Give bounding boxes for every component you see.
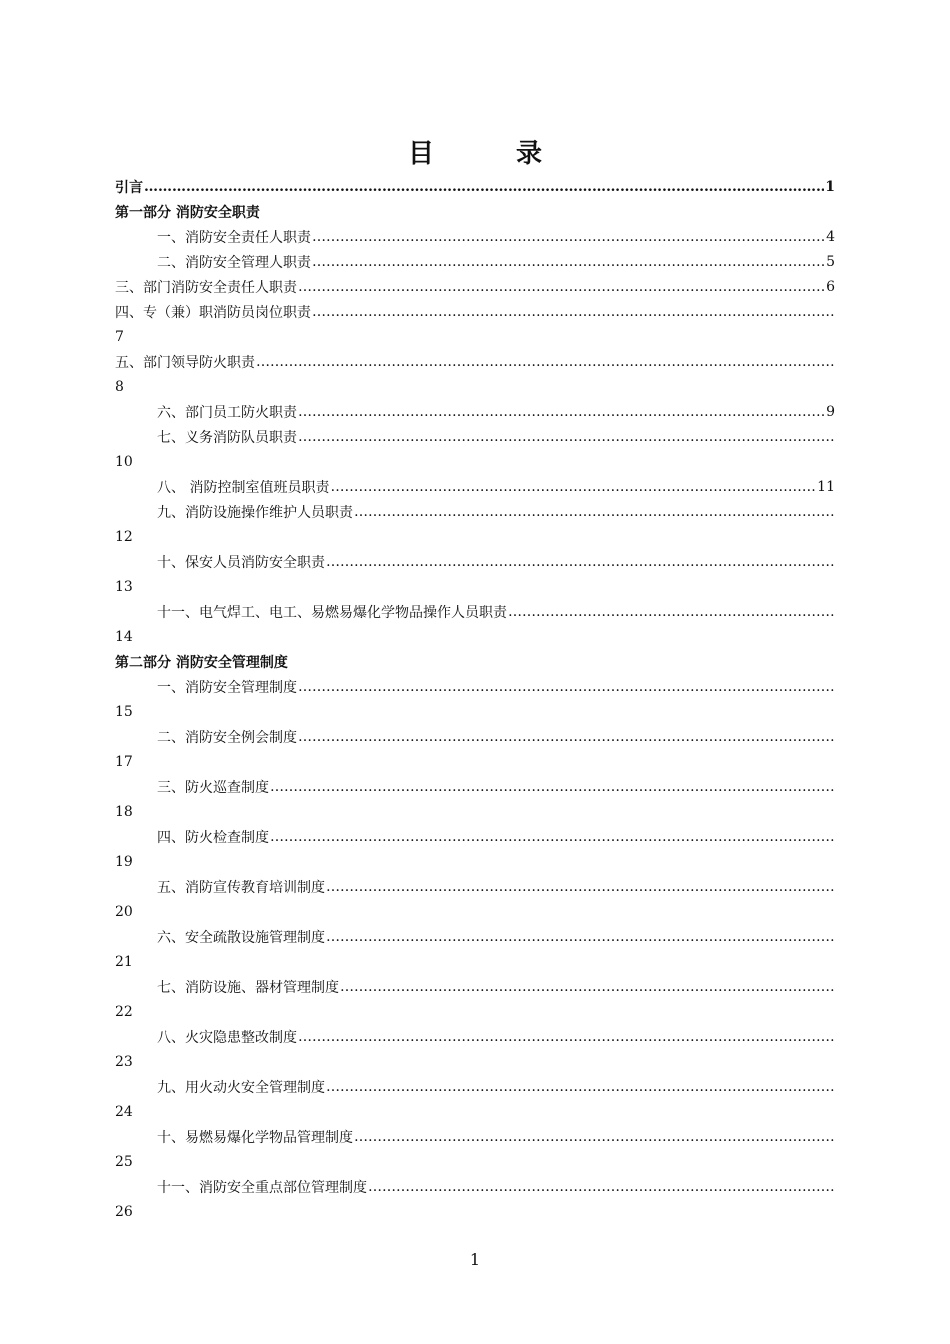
- toc-entry[interactable]: [115, 549, 835, 574]
- toc-entry-label: 六、部门员工防火职责: [157, 404, 297, 421]
- toc-entry[interactable]: [115, 724, 835, 749]
- toc-entry[interactable]: [115, 599, 835, 624]
- table-of-contents: [115, 174, 835, 1224]
- toc-leader-dots: [298, 404, 825, 420]
- toc-entry-label: 十一、消防安全重点部位管理制度: [157, 1179, 367, 1196]
- toc-entry-page: 9: [826, 403, 835, 420]
- toc-entry[interactable]: [115, 674, 835, 699]
- toc-entry[interactable]: [115, 1124, 835, 1149]
- toc-entry[interactable]: [115, 774, 835, 799]
- toc-entry-page: 7: [115, 328, 124, 345]
- toc-entry-page: 19: [115, 853, 133, 870]
- toc-entry-label: 十、易燃易爆化学物品管理制度: [157, 1129, 353, 1146]
- toc-leader-dots: [368, 1179, 835, 1195]
- toc-leader-dots: [330, 479, 816, 495]
- toc-entry-page: 26: [115, 1203, 133, 1220]
- toc-entry[interactable]: [115, 499, 835, 524]
- toc-leader-dots: [354, 504, 835, 520]
- toc-entry-label: 八、火灾隐患整改制度: [157, 1029, 297, 1046]
- toc-entry-label: 一、消防安全责任人职责: [157, 229, 311, 246]
- toc-entry[interactable]: [115, 924, 835, 949]
- toc-entry-label: 七、义务消防队员职责: [157, 429, 297, 446]
- toc-entry[interactable]: [115, 274, 835, 299]
- toc-entry[interactable]: [115, 424, 835, 449]
- toc-leader-dots: [326, 879, 835, 895]
- toc-leader-dots: [326, 929, 835, 945]
- toc-entry-label: 三、部门消防安全责任人职责: [115, 279, 297, 296]
- toc-entry-page: 15: [115, 703, 133, 720]
- toc-entry-page: 11: [817, 478, 835, 495]
- toc-entry-label: 七、消防设施、器材管理制度: [157, 979, 339, 996]
- toc-leader-dots: [144, 179, 824, 195]
- toc-entry-label: 二、消防安全管理人职责: [157, 254, 311, 271]
- toc-entry-page: 12: [115, 528, 133, 545]
- toc-entry-page: 18: [115, 803, 133, 820]
- page-title: [0, 133, 950, 170]
- toc-entry[interactable]: [115, 1024, 835, 1049]
- toc-entry-label: 引言: [115, 179, 143, 196]
- toc-leader-dots: [354, 1129, 835, 1145]
- toc-entry[interactable]: [115, 1074, 835, 1099]
- toc-leader-dots: [298, 279, 825, 295]
- toc-entry-page: 20: [115, 903, 133, 920]
- toc-entry-page: 8: [115, 378, 124, 395]
- toc-entry-label: 九、消防设施操作维护人员职责: [157, 504, 353, 521]
- title-char-1: 目: [407, 139, 434, 169]
- toc-entry-label: 九、用火动火安全管理制度: [157, 1079, 325, 1096]
- toc-entry-page: 13: [115, 578, 133, 595]
- toc-leader-dots: [298, 429, 835, 445]
- toc-leader-dots: [298, 1029, 835, 1045]
- toc-entry[interactable]: [115, 349, 835, 374]
- title-char-2: 录: [516, 139, 543, 169]
- toc-entry-label: 四、防火检查制度: [157, 829, 269, 846]
- toc-entry-label: 二、消防安全例会制度: [157, 729, 297, 746]
- toc-leader-dots: [326, 554, 835, 570]
- toc-entry-label: 四、专（兼）职消防员岗位职责: [115, 304, 311, 321]
- toc-entry[interactable]: [115, 874, 835, 899]
- toc-leader-dots: [312, 229, 825, 245]
- toc-entry[interactable]: [115, 249, 835, 274]
- toc-entry-label: 五、部门领导防火职责: [115, 354, 255, 371]
- toc-entry[interactable]: [115, 299, 835, 324]
- toc-leader-dots: [298, 679, 835, 695]
- toc-entry-label: 六、安全疏散设施管理制度: [157, 929, 325, 946]
- toc-entry[interactable]: [115, 974, 835, 999]
- toc-leader-dots: [298, 729, 835, 745]
- toc-entry[interactable]: [115, 1174, 835, 1199]
- toc-entry[interactable]: [115, 474, 835, 499]
- toc-entry-page: 17: [115, 753, 133, 770]
- toc-entry-label: 一、消防安全管理制度: [157, 679, 297, 696]
- toc-entry-label: 三、防火巡查制度: [157, 779, 269, 796]
- toc-leader-dots: [256, 354, 835, 370]
- toc-entry[interactable]: [115, 174, 835, 199]
- toc-entry-label: 第一部分 消防安全职责: [115, 204, 260, 221]
- toc-entry-page: 22: [115, 1003, 133, 1020]
- toc-entry[interactable]: [115, 199, 835, 224]
- toc-entry-page: 10: [115, 453, 133, 470]
- toc-entry-label: 五、消防宣传教育培训制度: [157, 879, 325, 896]
- toc-entry-label: 十一、电气焊工、电工、易燃易爆化学物品操作人员职责: [157, 604, 507, 621]
- toc-entry-page: 14: [115, 628, 133, 645]
- toc-leader-dots: [270, 779, 835, 795]
- toc-entry-page: 25: [115, 1153, 133, 1170]
- toc-entry-page: 21: [115, 953, 133, 970]
- toc-leader-dots: [326, 1079, 835, 1095]
- toc-entry-page: 4: [826, 228, 835, 245]
- toc-entry[interactable]: [115, 824, 835, 849]
- toc-entry-page: 23: [115, 1053, 133, 1070]
- toc-entry-page: 24: [115, 1103, 133, 1120]
- toc-leader-dots: [312, 304, 835, 320]
- toc-entry[interactable]: [115, 224, 835, 249]
- toc-entry-page: 6: [826, 278, 835, 295]
- toc-entry[interactable]: [115, 649, 835, 674]
- toc-leader-dots: [340, 979, 835, 995]
- toc-entry[interactable]: [115, 399, 835, 424]
- toc-entry-page: 5: [826, 253, 835, 270]
- toc-leader-dots: [508, 604, 835, 620]
- page-number: 1: [469, 1250, 481, 1269]
- toc-leader-dots: [312, 254, 825, 270]
- toc-leader-dots: [270, 829, 835, 845]
- toc-entry-label: 第二部分 消防安全管理制度: [115, 654, 288, 671]
- toc-entry-label: 八、 消防控制室值班员职责: [157, 479, 330, 496]
- toc-entry-label: 十、保安人员消防安全职责: [157, 554, 325, 571]
- toc-entry-page: 1: [825, 178, 835, 195]
